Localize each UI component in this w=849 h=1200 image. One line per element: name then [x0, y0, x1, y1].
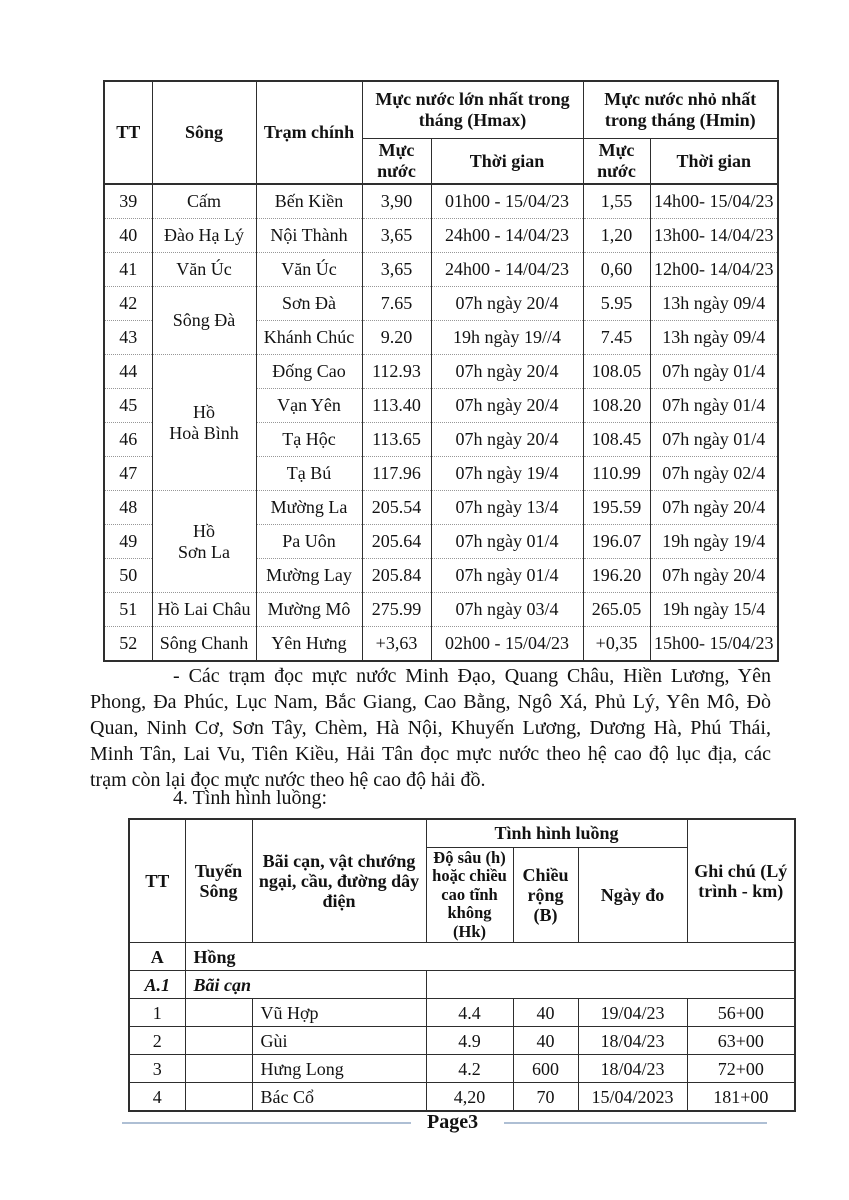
cell-hmin: 1,55 [583, 184, 650, 219]
cell-name: Vũ Hợp [252, 999, 426, 1027]
cell-song-line2: Hoà Bình [169, 422, 239, 443]
group-id: A [129, 943, 185, 971]
table-row [129, 1027, 795, 1055]
col-header-ngay-do: Ngày đo [578, 848, 687, 943]
table-row [129, 999, 795, 1027]
cell-hmin-time: 19h ngày 19/4 [650, 525, 778, 559]
table-row [129, 1055, 795, 1083]
cell-tt: 49 [104, 525, 152, 559]
cell-hmax: 7.65 [362, 287, 431, 321]
footer-rule-left [122, 1122, 411, 1124]
cell-song: Hồ Lai Châu [152, 593, 256, 627]
cell-tram: Đống Cao [256, 355, 362, 389]
empty-cell [185, 1027, 252, 1055]
cell-song: Đào Hạ Lý [152, 219, 256, 253]
cell-tt: 41 [104, 253, 152, 287]
cell-hmin: 110.99 [583, 457, 650, 491]
cell-tram: Văn Úc [256, 253, 362, 287]
cell-name: Hưng Long [252, 1055, 426, 1083]
cell-hmin-time: 07h ngày 20/4 [650, 491, 778, 525]
group-id: A.1 [129, 971, 185, 999]
cell-song: Sông Đà [152, 287, 256, 355]
cell-width: 40 [513, 999, 578, 1027]
cell-tt: 42 [104, 287, 152, 321]
cell-hmax: +3,63 [362, 627, 431, 662]
cell-hmin-time: 19h ngày 15/4 [650, 593, 778, 627]
cell-hmin-time: 07h ngày 02/4 [650, 457, 778, 491]
cell-hmax: 205.84 [362, 559, 431, 593]
cell-tram: Mường Lay [256, 559, 362, 593]
group-row-a1 [129, 971, 795, 999]
col-header-song: Sông [152, 81, 256, 184]
cell-tt: 40 [104, 219, 152, 253]
cell-tt: 39 [104, 184, 152, 219]
cell-width: 600 [513, 1055, 578, 1083]
cell-date: 18/04/23 [578, 1027, 687, 1055]
station-datum-note: - Các trạm đọc mực nước Minh Đạo, Quang Châu, Hiền Lương, Yên Phong, Đa Phúc, Lục Nam, Bắc Giang, Cao Bằng, Ngô Xá, Phủ Lý, Yên Mô, Đò Quan, Ninh Cơ, Sơn Tây, Chèm, Hà Nội, Khuyến Lương, Dương Hà, Phú Thái, Minh Tân, Lai Vu, Tiên Kiều, Hải Tân đọc mực nước theo hệ cao độ lục địa, các trạm còn lại đọc mực nước theo hệ cao độ hải đồ. [90, 665, 771, 791]
col-header-tt: TT [104, 81, 152, 184]
col-header-tuyen-song: Tuyến Sông [185, 819, 252, 943]
cell-song [152, 491, 256, 593]
col-header-tt: TT [129, 819, 185, 943]
cell-hmin: 108.45 [583, 423, 650, 457]
cell-hmax: 113.65 [362, 423, 431, 457]
cell-hmin-time: 13h ngày 09/4 [650, 287, 778, 321]
cell-tram: Sơn Đà [256, 287, 362, 321]
cell-hmin: 195.59 [583, 491, 650, 525]
table-row [104, 219, 778, 253]
cell-tt: 46 [104, 423, 152, 457]
cell-hmax: 3,65 [362, 253, 431, 287]
cell-depth: 4,20 [426, 1083, 513, 1112]
cell-tt: 4 [129, 1083, 185, 1112]
cell-hmin-time: 13h00- 14/04/23 [650, 219, 778, 253]
col-header-ghi-chu: Ghi chú (Lý trình - km) [687, 819, 795, 943]
cell-tram: Pa Uôn [256, 525, 362, 559]
cell-song-line2: Sơn La [177, 541, 230, 562]
cell-song: Sông Chanh [152, 627, 256, 662]
cell-tt: 2 [129, 1027, 185, 1055]
cell-hmax-time: 24h00 - 14/04/23 [431, 253, 583, 287]
cell-tt: 3 [129, 1055, 185, 1083]
cell-hmax-time: 01h00 - 15/04/23 [431, 184, 583, 219]
col-header-bai-can: Bãi cạn, vật chướng ngại, cầu, đường dây điện [252, 819, 426, 943]
cell-hmax-time: 07h ngày 13/4 [431, 491, 583, 525]
table-row [104, 184, 778, 219]
cell-hmin: 0,60 [583, 253, 650, 287]
cell-hmax: 3,65 [362, 219, 431, 253]
cell-tt: 43 [104, 321, 152, 355]
empty-cell [426, 971, 795, 999]
cell-hmin-time: 12h00- 14/04/23 [650, 253, 778, 287]
cell-hmin: 1,20 [583, 219, 650, 253]
cell-hmin-time: 14h00- 15/04/23 [650, 184, 778, 219]
cell-hmax-time: 07h ngày 01/4 [431, 559, 583, 593]
cell-hmax-time: 07h ngày 03/4 [431, 593, 583, 627]
cell-hmax-time: 07h ngày 20/4 [431, 423, 583, 457]
cell-note: 181+00 [687, 1083, 795, 1112]
cell-tt: 44 [104, 355, 152, 389]
cell-hmax: 205.54 [362, 491, 431, 525]
table-row [104, 253, 778, 287]
cell-tt: 52 [104, 627, 152, 662]
cell-width: 40 [513, 1027, 578, 1055]
cell-song-line1: Hồ [193, 520, 215, 541]
empty-cell [185, 1083, 252, 1112]
cell-song-line1: Hồ [193, 401, 215, 422]
cell-hmin-time: 07h ngày 01/4 [650, 389, 778, 423]
group-label: Hồng [185, 943, 795, 971]
cell-hmax: 112.93 [362, 355, 431, 389]
col-header-hmin-time: Thời gian [650, 139, 778, 185]
col-header-tinh-hinh-luong: Tình hình luồng [426, 819, 687, 848]
cell-tram: Bến Kiền [256, 184, 362, 219]
cell-hmax: 117.96 [362, 457, 431, 491]
cell-hmax: 3,90 [362, 184, 431, 219]
empty-cell [185, 999, 252, 1027]
cell-hmin-time: 07h ngày 20/4 [650, 559, 778, 593]
cell-hmax-time: 02h00 - 15/04/23 [431, 627, 583, 662]
cell-hmin: 265.05 [583, 593, 650, 627]
cell-hmin: 196.07 [583, 525, 650, 559]
cell-hmax-time: 19h ngày 19//4 [431, 321, 583, 355]
cell-hmin: 108.20 [583, 389, 650, 423]
cell-date: 15/04/2023 [578, 1083, 687, 1112]
cell-hmax: 275.99 [362, 593, 431, 627]
cell-tram: Khánh Chúc [256, 321, 362, 355]
cell-hmin: 7.45 [583, 321, 650, 355]
cell-hmax-time: 24h00 - 14/04/23 [431, 219, 583, 253]
col-header-chieu-rong: Chiều rộng (B) [513, 848, 578, 943]
group-row-a [129, 943, 795, 971]
cell-song [152, 355, 256, 491]
col-header-hmax-time: Thời gian [431, 139, 583, 185]
cell-hmax-time: 07h ngày 20/4 [431, 389, 583, 423]
cell-note: 63+00 [687, 1027, 795, 1055]
cell-tram: Tạ Bú [256, 457, 362, 491]
cell-hmin-time: 07h ngày 01/4 [650, 423, 778, 457]
cell-depth: 4.2 [426, 1055, 513, 1083]
cell-tt: 48 [104, 491, 152, 525]
cell-tt: 45 [104, 389, 152, 423]
cell-hmax-time: 07h ngày 20/4 [431, 287, 583, 321]
cell-hmax-time: 07h ngày 01/4 [431, 525, 583, 559]
cell-hmin: 196.20 [583, 559, 650, 593]
cell-hmax: 9.20 [362, 321, 431, 355]
cell-hmin-time: 07h ngày 01/4 [650, 355, 778, 389]
cell-tram: Yên Hưng [256, 627, 362, 662]
water-level-table [103, 80, 779, 662]
cell-tt: 50 [104, 559, 152, 593]
cell-hmin-time: 15h00- 15/04/23 [650, 627, 778, 662]
col-header-hmax-group: Mực nước lớn nhất trong tháng (Hmax) [362, 81, 583, 139]
cell-tram: Tạ Hộc [256, 423, 362, 457]
channel-situation-table [128, 818, 796, 1112]
table-row [104, 491, 778, 525]
group-label: Bãi cạn [185, 971, 426, 999]
empty-cell [185, 1055, 252, 1083]
cell-date: 18/04/23 [578, 1055, 687, 1083]
table-row [104, 593, 778, 627]
cell-name: Bác Cổ [252, 1083, 426, 1112]
cell-hmax: 113.40 [362, 389, 431, 423]
cell-tram: Nội Thành [256, 219, 362, 253]
cell-tram: Vạn Yên [256, 389, 362, 423]
cell-hmax-time: 07h ngày 19/4 [431, 457, 583, 491]
col-header-hmin-level: Mực nước [583, 139, 650, 185]
cell-tt: 51 [104, 593, 152, 627]
cell-note: 56+00 [687, 999, 795, 1027]
cell-tram: Mường Mô [256, 593, 362, 627]
cell-song: Cấm [152, 184, 256, 219]
cell-depth: 4.4 [426, 999, 513, 1027]
col-header-hmax-level: Mực nước [362, 139, 431, 185]
col-header-hmin-group: Mực nước nhỏ nhất trong tháng (Hmin) [583, 81, 778, 139]
footer-rule-right [504, 1122, 767, 1124]
cell-song: Văn Úc [152, 253, 256, 287]
cell-hmax: 205.64 [362, 525, 431, 559]
cell-hmin: +0,35 [583, 627, 650, 662]
page-number: Page3 [427, 1111, 479, 1133]
cell-note: 72+00 [687, 1055, 795, 1083]
page-footer [122, 1111, 767, 1134]
cell-hmax-time: 07h ngày 20/4 [431, 355, 583, 389]
cell-width: 70 [513, 1083, 578, 1112]
table-row [129, 1083, 795, 1112]
cell-date: 19/04/23 [578, 999, 687, 1027]
cell-hmin: 5.95 [583, 287, 650, 321]
col-header-tram-chinh: Trạm chính [256, 81, 362, 184]
cell-hmin: 108.05 [583, 355, 650, 389]
cell-tt: 1 [129, 999, 185, 1027]
cell-tram: Mường La [256, 491, 362, 525]
table-row [104, 287, 778, 321]
table-row [104, 355, 778, 389]
cell-hmin-time: 13h ngày 09/4 [650, 321, 778, 355]
section-heading-luong: 4. Tình hình luồng: [173, 787, 328, 809]
col-header-do-sau: Độ sâu (h) hoặc chiều cao tĩnh không (Hk) [426, 848, 513, 943]
cell-depth: 4.9 [426, 1027, 513, 1055]
cell-name: Gùi [252, 1027, 426, 1055]
cell-tt: 47 [104, 457, 152, 491]
table-row [104, 627, 778, 662]
